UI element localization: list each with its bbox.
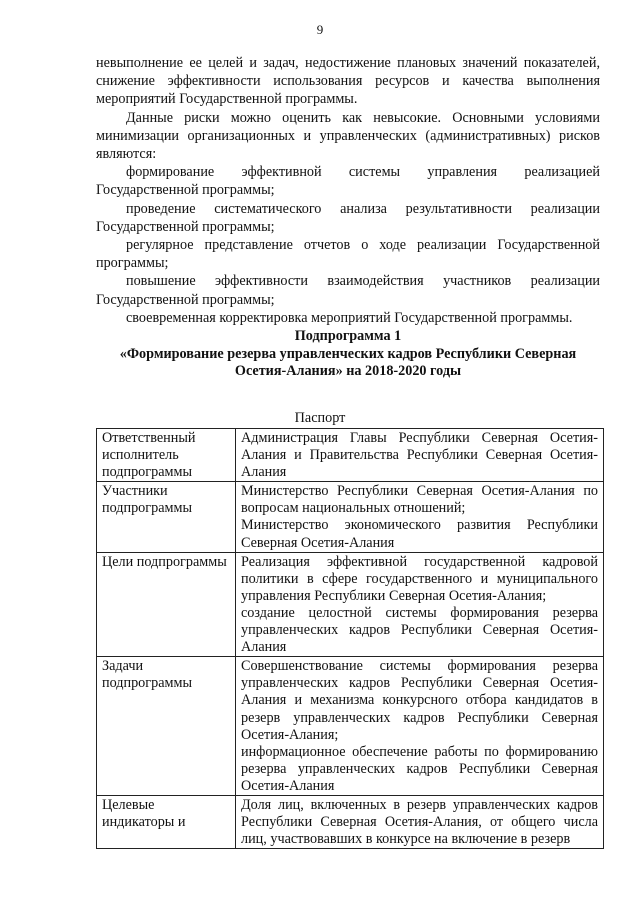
subprogram-title-line2: Осетия-Алания» на 2018-2020 годы [234, 363, 462, 379]
list-item: проведение систематического анализа результативности реализации Государственной программы; [96, 200, 600, 235]
row-label: Ответственный исполнитель подпрограммы [97, 429, 236, 482]
paragraph: Данные риски можно оценить как невысокие. Основными условиями минимизации организационных и управленческих (административных) рисков являются: [96, 109, 600, 163]
table-row [97, 429, 604, 482]
table-row [97, 795, 604, 848]
list-item: повышение эффективности взаимодействия участников реализации Государственной программы; [96, 273, 600, 308]
table-row [97, 657, 604, 796]
row-value-text: Администрация Главы Республики Северная Осетия-Алания и Правительства Республики Северная Осетия-Алания [241, 430, 598, 481]
body-text [96, 54, 600, 327]
row-label: Участники подпрограммы [97, 482, 236, 552]
table-row [97, 552, 604, 657]
row-label: Цели подпрограммы [97, 552, 236, 657]
row-value [236, 482, 604, 552]
passport-label: Паспорт [294, 410, 346, 426]
row-value-text: Совершенствование системы формирования резерва управленческих кадров Республики Северная Осетия-Алания и механизма конкурсного отбора кандидатов в резерв управленческих кадров Республики Северная Осетия-Алания; [241, 658, 598, 743]
row-value [236, 795, 604, 848]
row-value-text: Министерство экономического развития Республики Северная Осетия-Алания [241, 517, 598, 551]
row-value-text: информационное обеспечение работы по формированию резерва управленческих кадров Республики Северная Осетия-Алания [241, 743, 598, 794]
subprogram-heading [96, 328, 600, 381]
page-number: 9 [316, 22, 324, 37]
subprogram-title-line1: «Формирование резерва управленческих кадров Республики Северная [119, 345, 577, 362]
row-value [236, 657, 604, 796]
list-item: своевременная корректировка мероприятий Государственной программы. [126, 309, 573, 326]
row-value-text: Реализация эффективной государственной кадровой политики в сфере государственного и муниципального управления Республики Северная Осетия-Алания; [241, 553, 598, 604]
passport-table [96, 428, 604, 849]
list-item: формирование эффективной системы управления реализацией Государственной программы; [96, 164, 600, 199]
row-value-text: Министерство Республики Северная Осетия-Алания по вопросам национальных отношений; [241, 483, 598, 517]
table-row [97, 482, 604, 552]
paragraph: невыполнение ее целей и задач, недостижение плановых значений показателей, снижение эффективности использования ресурсов и качества выполнения мероприятий Государственной программы. [96, 55, 600, 108]
subprogram-number: Подпрограмма 1 [294, 328, 402, 344]
row-value [236, 429, 604, 482]
row-value [236, 552, 604, 657]
list-item: регулярное представление отчетов о ходе реализации Государственной программы; [96, 237, 600, 272]
row-label: Целевые индикаторы и [97, 795, 236, 848]
row-label: Задачи подпрограммы [97, 657, 236, 796]
row-value-text: Доля лиц, включенных в резерв управленческих кадров Республики Северная Осетия-Алания, от общего числа лиц, участвовавших в конкурсе на включение в резерв [241, 796, 598, 848]
row-value-text: создание целостной системы формирования резерва управленческих кадров Республики Северная Осетия-Алания [241, 604, 598, 656]
